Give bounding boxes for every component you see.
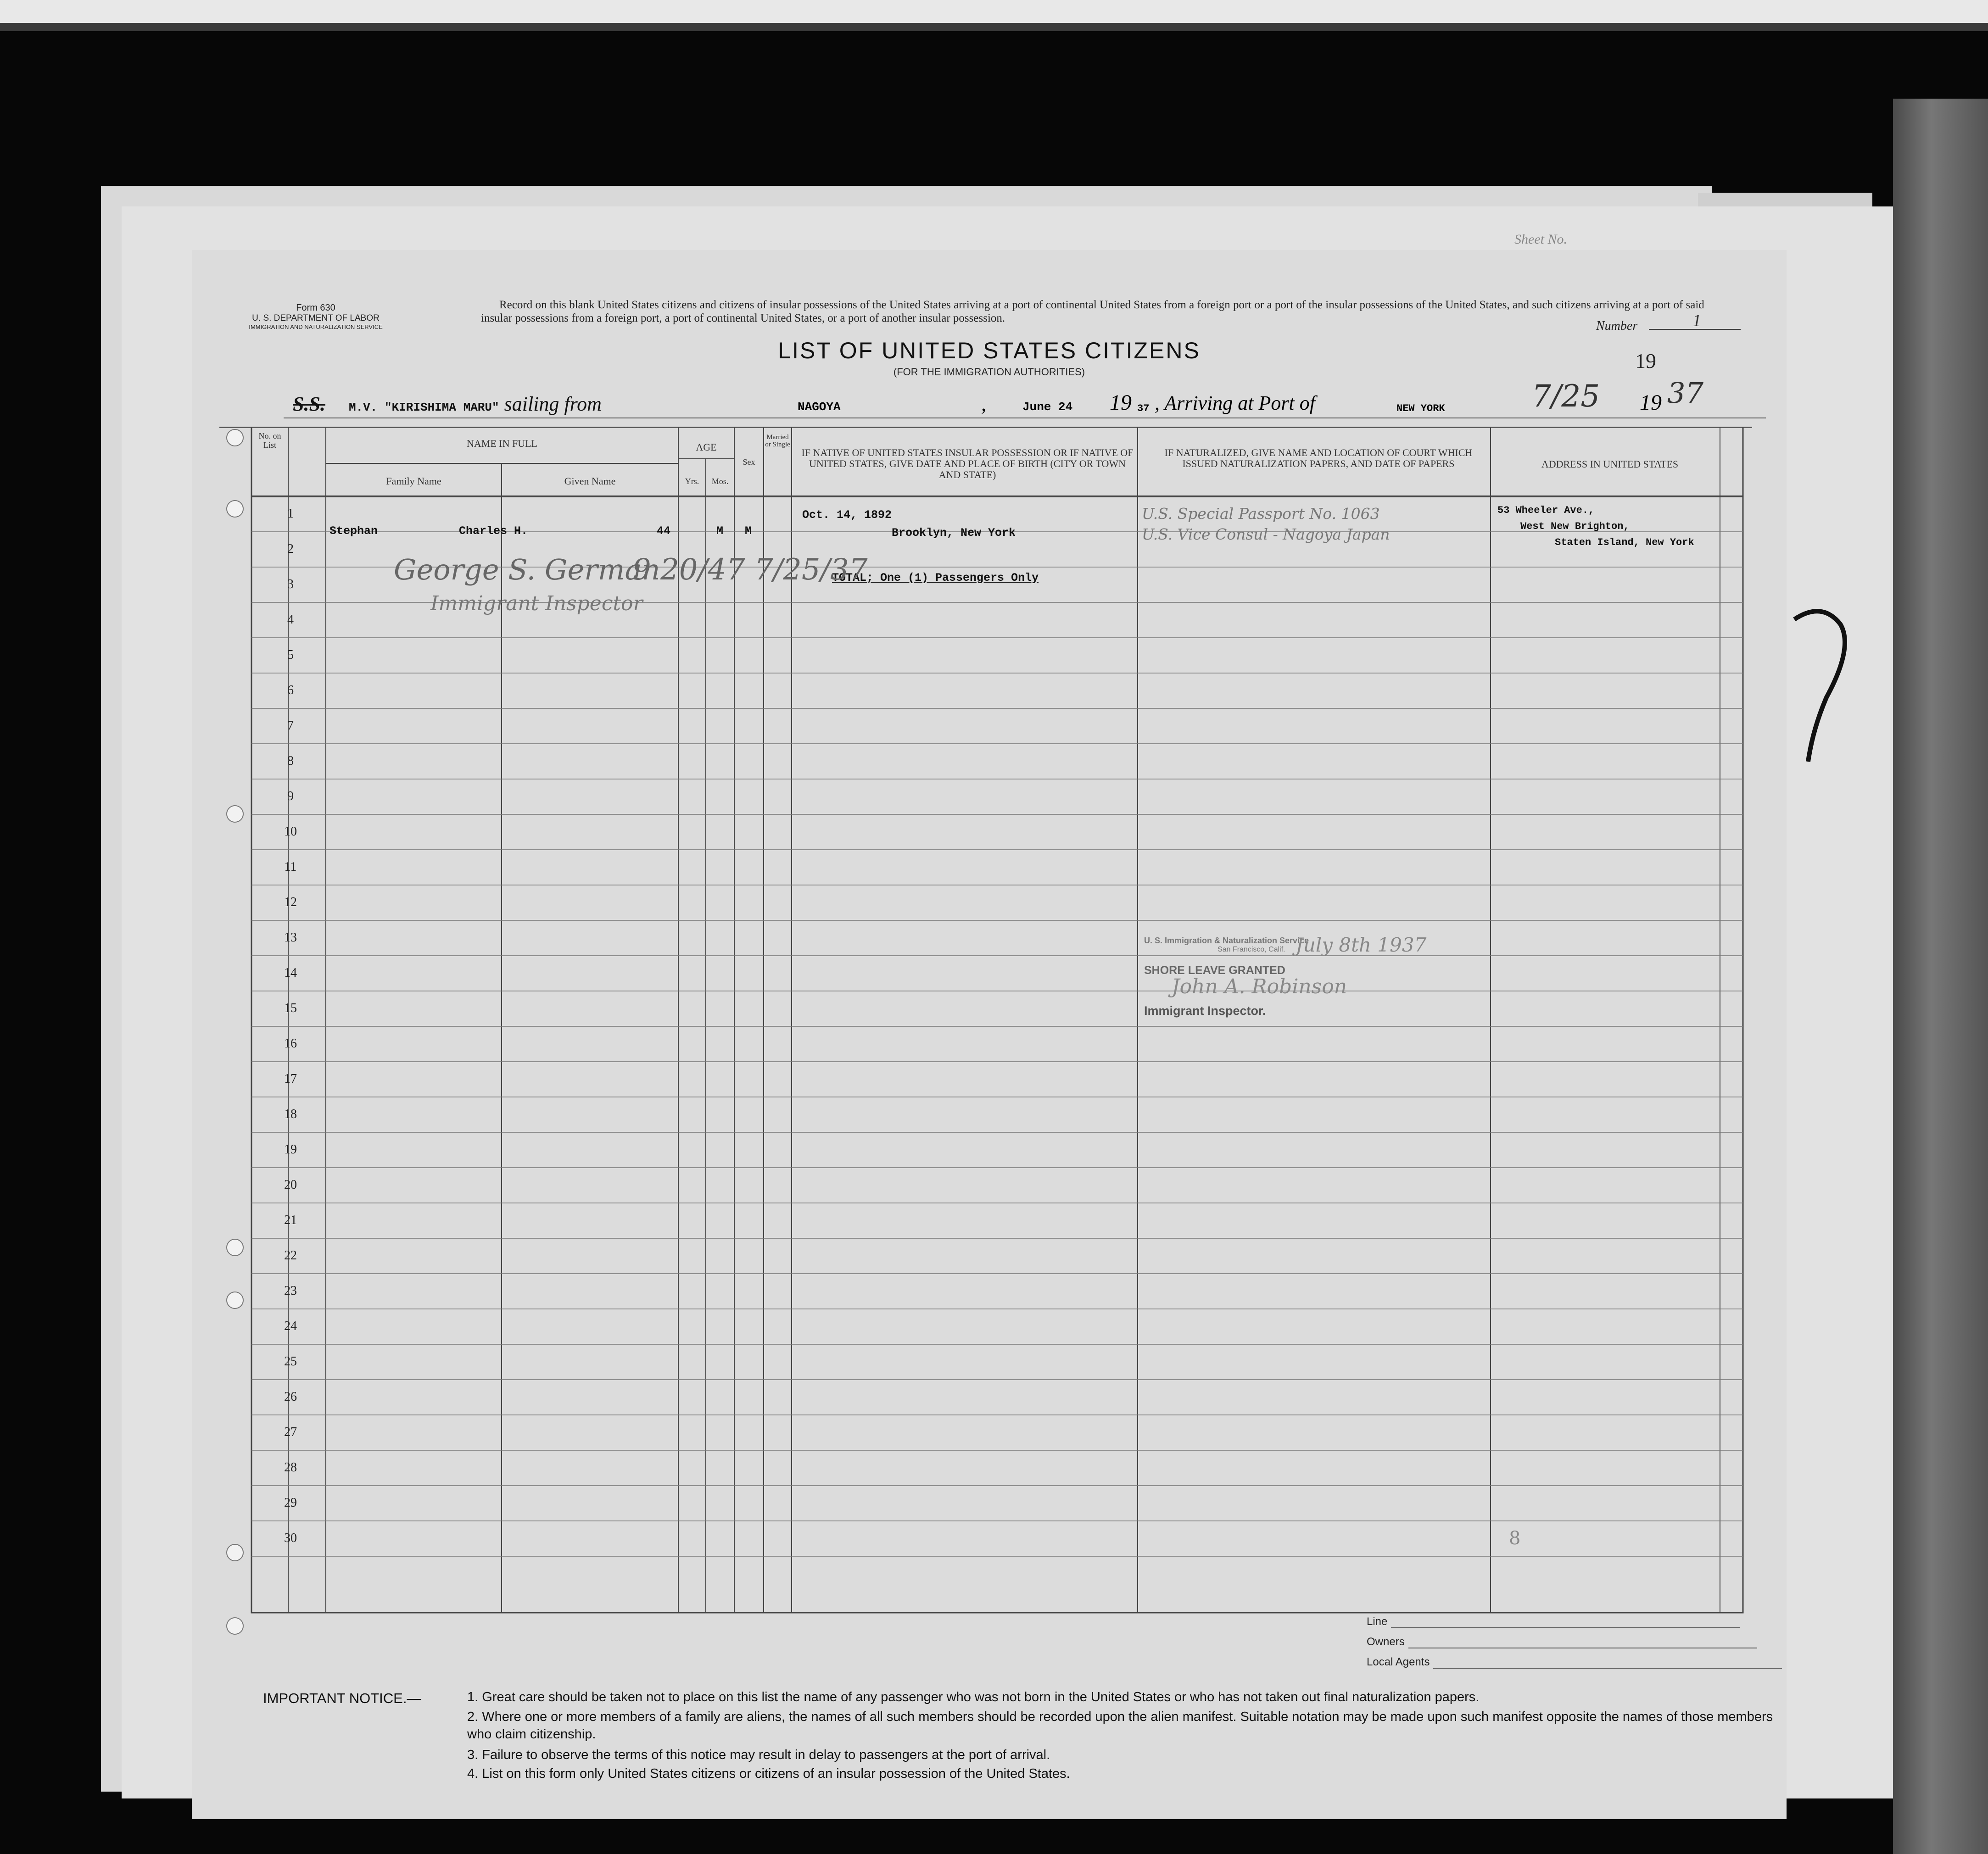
stamp-signature: John A. Robinson [1172,975,1347,998]
voyage-line [293,392,602,416]
notice-lead: IMPORTANT NOTICE.— [263,1690,421,1706]
passenger-naturalized-2: U.S. Vice Consul - Nagoya Japan [1142,525,1390,543]
passenger-birth-place: Brooklyn, New York [892,526,1016,540]
row-number: 13 [284,930,297,945]
manifest-page: Form 630 U. S. DEPARTMENT OF LABOR IMMIGRATION AND NATURALIZATION SERVICE Record on this blank United States citizens and citizens of insular possessions of the United States arriving at a port of continental United States from a foreign port or a port of the insular possessions of the United States, and such citizens arriving at a port of said insular possessions from a foreign port, a port of continental United States, or a port of another insular possession. Number 1 LIST OF UNITED STATES CITIZENS (FOR THE IMMIGRATION AUTHORITIES) 19 S.S. M.V. "KIRISHIMA MARU" sailing from NAGOYA , June 24 19 37 , Arriving at Port of NEW YORK 7/25 19 37 No. on List NAME IN FULL Family Name Given Name AGE Yrs. Mos. Sex Married or Single IF NATIVE OF UNITED STATES INSULAR POSSESSION OR IF NATIVE OF UNITED STATES, GIVE DATE AND PLACE OF BIRTH (CITY OR TOWN AND STATE) IF NATURALIZED, GIVE NAME AND LOCATION OF COURT WHICH ISSUED NATURALIZATION PAPERS, AND DATE OF PAPERS ADDRESS IN UNITED STATES 1 2 3 4 5 6 7 8 9 10 11 12 13 14 15 16 17 18 19 20 21 22 23 24 25 26 27 28 29 30 Stephan Charles H. 44 M M Oct. 14, 1892 Brooklyn, New York U.S. Special Passport No. 1063 U.S. Vice Consul - Nagoya Japan 53 Wheeler Ave., West New Brighton, Staten Island, New York TOTAL; One (1) Passengers Only George S. German Immigrant Inspector 9 20/47 7/25/37 U. S. Immigration & Naturalization Service San Francisco, Calif. July 8th 1937 SHORE LEAVE GRANTED John A. Robinson Immigrant Inspector. 8 Line Owners Local Agents IMPORTANT NOTICE.— 1. Great care should be taken not to place on this list the name of any passenger who was not born in the United States or who has not taken out final naturalization papers. 2. Where one or more members of a family are aliens, the names of all such members should be recorded upon the alien manifest. Suitable notation may be made upon such manifest opposite the names of those members who claim citizenship. 3. Failure to observe the terms of this notice may result in delay to passengers at the port of arrival. 4. List on this form only United States citizens or citizens of an insular possession of the United States. [192,250,1787,1819]
stamp-office: U. S. Immigration & Naturalization Service [1144,936,1309,945]
row-number: 20 [284,1178,297,1192]
row-number: 8 [287,754,294,768]
row-number: 21 [284,1213,297,1227]
service: IMMIGRATION AND NATURALIZATION SERVICE [249,323,383,330]
col-naturalized: IF NATURALIZED, GIVE NAME AND LOCATION OF COURT WHICH ISSUED NATURALIZATION PAPERS, AND DATE OF PAPERS [1164,447,1473,469]
row-number: 26 [284,1390,297,1404]
col-age-yrs: Yrs. [685,477,699,486]
row-number: 25 [284,1354,297,1369]
ss-label: S.S. [293,393,325,415]
sheet-no-label: Sheet No. [1514,232,1567,247]
row-number: 16 [284,1036,297,1051]
row-number: 17 [284,1072,297,1086]
col-given-name: Given Name [564,475,616,487]
col-married-single: Married or Single [765,434,790,448]
stamp-location: San Francisco, Calif. [1217,946,1285,953]
row-number: 3 [287,577,294,591]
passenger-naturalized-1: U.S. Special Passport No. 1063 [1142,505,1380,523]
number-value: 1 [1692,311,1701,330]
passenger-address-1: 53 Wheeler Ave., [1497,505,1595,516]
col-family-name: Family Name [386,475,441,487]
arrival-year-prefix: 19 [1640,390,1662,415]
form-identifier [242,303,389,330]
vessel-name: M.V. "KIRISHIMA MARU" [348,401,499,414]
passenger-sex: M [716,524,724,538]
port-from: NAGOYA [798,400,841,414]
col-age: AGE [696,441,717,453]
form-title: LIST OF UNITED STATES CITIZENS [778,338,1201,363]
shore-leave-stamp [1144,934,1427,1018]
row-number: 4 [287,612,294,627]
row-number: 6 [287,683,294,697]
passenger-birth-date: Oct. 14, 1892 [802,508,892,522]
row-number: 2 [287,542,294,556]
passenger-age: 44 [657,524,671,538]
row-number: 9 [287,789,294,803]
inspector-title: Immigrant Inspector [430,592,643,615]
passenger-given-name: Charles H. [459,524,528,538]
agents-block [1367,1608,1782,1669]
department: U. S. DEPARTMENT OF LABOR [252,313,380,323]
number-label: Number [1596,319,1638,333]
stamp-title: Immigrant Inspector. [1144,1004,1266,1018]
page-mark: 8 [1509,1528,1521,1549]
scan-top-shadow [0,23,1988,31]
form-subtitle: (FOR THE IMMIGRATION AUTHORITIES) [893,366,1085,378]
row-number: 29 [284,1496,297,1510]
row-number: 23 [284,1284,297,1298]
scan-top-band [0,0,1988,23]
passenger-address-3: Staten Island, New York [1555,537,1694,548]
row-number: 15 [284,1001,297,1015]
col-name-in-full: NAME IN FULL [467,438,537,449]
col-age-mos: Mos. [711,477,729,486]
row-number: 14 [284,966,297,980]
year-prefix: 19 [1110,390,1132,415]
year-top: 19 [1635,349,1656,373]
year-sailed: 37 [1137,403,1150,414]
row-number: 22 [284,1248,297,1263]
date-sailed: June 24 [1022,400,1073,414]
arrival-date-handwritten: 7/25 [1532,379,1600,414]
row-number: 1 [287,507,294,521]
arriving-label: , Arriving at Port of [1155,392,1315,414]
passenger-family-name: Stephan [329,524,378,538]
notice-item-2: 2. Where one or more members of a family are aliens, the names of all such members should be recorded upon the alien manifest. Suitable notation may be made upon such manifest opposite the names of those members who claim citizenship. [467,1709,1773,1742]
sailing-from-label: sailing from [504,393,602,415]
inspector-signature: George S. German [394,553,660,586]
col-sex: Sex [743,457,755,467]
row-number: 10 [284,824,297,839]
row-number: 27 [284,1425,297,1439]
agents-local-label: Local Agents [1367,1656,1430,1668]
col-address: ADDRESS IN UNITED STATES [1541,458,1679,470]
agents-line-label: Line [1367,1615,1388,1628]
stamp-date: July 8th 1937 [1296,934,1427,956]
row-number: 24 [284,1319,297,1333]
col-no-on-list: No. on List [258,431,281,450]
row-number: 30 [284,1531,297,1545]
port-arrival: NEW YORK [1396,403,1445,414]
passenger-married: M [745,524,752,538]
total-line: TOTAL; One (1) Passengers Only [832,571,1039,585]
col-birth: IF NATIVE OF UNITED STATES INSULAR POSSESSION OR IF NATIVE OF UNITED STATES, GIVE DATE AND PLACE OF BIRTH (CITY OR TOWN AND STATE) [801,447,1134,480]
passenger-address-2: West New Brighton, [1520,521,1630,532]
row-number: 18 [284,1107,297,1121]
row-number: 11 [284,860,297,874]
row-number: 19 [284,1142,297,1157]
notice-item-1: 1. Great care should be taken not to place on this list the name of any passenger who was not born in the United States or who has not taken out final naturalization papers. [467,1690,1480,1704]
row-number: 5 [287,648,294,662]
form-number: Form 630 [296,303,335,313]
notice-item-4: 4. List on this form only United States citizens or citizens of an insular possession of the United States. [467,1766,1070,1781]
notice-item-3: 3. Failure to observe the terms of this notice may result in delay to passengers at the port of arrival. [467,1748,1050,1762]
row-number: 7 [287,718,294,733]
agents-owners-label: Owners [1367,1636,1405,1648]
row-number: 12 [284,895,297,909]
row-number: 28 [284,1460,297,1475]
paper-clip [1785,606,1859,780]
stamp-shore-leave: SHORE LEAVE GRANTED [1144,964,1285,977]
inspection-note: 9 20/47 7/25/37 [632,553,868,587]
form-instructions: Record on this blank United States citizens and citizens of insular possessions of the United States arriving at a port of continental United States from a foreign port or a port of the insular possessions of the United States, and such citizens arriving at a port of said insular possessions from a foreign port, a port of continental United States, or a port of another insular possession. [481,299,1704,324]
scan-right-edge [1893,99,1988,1854]
arrival-year: 37 [1667,376,1703,410]
